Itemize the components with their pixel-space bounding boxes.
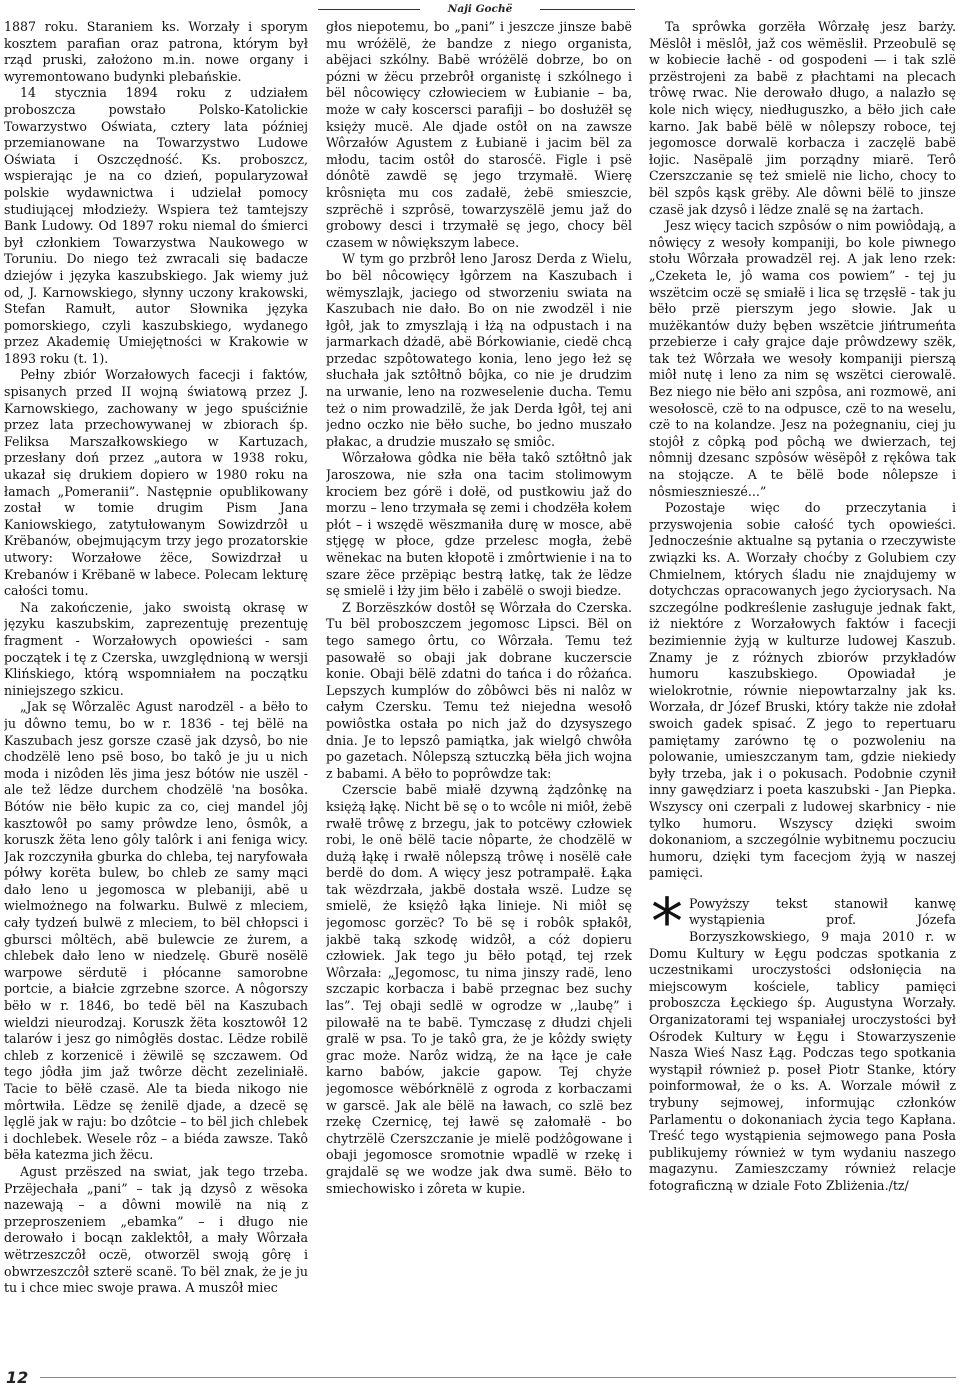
paragraph: Ta sprôwka gorzëła Wôrzałę jesz barży. Mëslôł i mëslôł, jaž cos wëmëslił. Przeobulë sę w kobiecie łachë - od gospodeni — i tak szlë przëstrojeni za babë z płachtami na plecach trôwę rwac. Nie derowało długo, a nalazło sę kole nich więcy, niedługuszko, a bëło jich całe karno. Jak babë bëlë w nôlepszy roboce, tej jegomosce dorwalë korbacza i zaczęlë babë łojic. Nasëpalë jim porządny miarë. Terô Czerszczanie sę też smielë nie licho, chocy to bël szpôs kąsk grëby. Ale dôwni bëlë to jinsze czasë jak dzysô i lëdze znalë sę na żartach. xyxy=(649,19,956,217)
journal-title: Naji Gochë xyxy=(420,0,540,18)
paragraph: „Jak sę Wôrzalëc Agust narodzël - a bëło to ju dôwno temu, bo w r. 1836 - tej bëlë na Kaszubach jesz gorsze czasë jak dzysô, bo nie chodzëlë leno psë boso, bo takô je ju u nich moda i nizôden lës jima jesz bótów nie uszël - ale tež lëdze durchem chodzëlë 'na bosôka. Bótów nie bëło kupic za co, ciej mandel jôj kasztowôł po samy prôwdze leno, ôsmôk, a koruszk žëta leno gôly talôrk i ani feniga wicy. Jak rozczyniła gburka do chleba, tej naryfowała półwy korëta bulew, bo chleb ze samy mąci dało leno u jegomosca w plebaniji, abë u wielmożnego na folwarku. Bulwë z mleciem, cały tydzeń bulwë z mleciem, to bël chłopsci i gbursci môltëch, abë bulewcie ze żurem, a chlebek dało leno w niedzelę. Gburë nosëlë warpowe sërdutë i płócanne samorobne portcie, a białcie zgrzebne szorce. A nôgorszy bëło w r. 1846, bo tedë bël na Kaszubach wieldzi nieurodzaj. Koruszk žëta kosztowôł 12 talarów i jesz go nimôgłës dostac. Lëdze robilë chleb z korzenicë i żëwilë sę szczawem. Od tego jôdła jim jaž twôrze dëcht zezeliniałë. Tacie to bëłë czasë. Ale ta bieda nikogo nie môrtwiła. Lëdze sę żenilë djade, a dzecë sę lęglë jak w raju: bo dzôtcie – to bël jich chlebek i dochlebek. Wesele rôz – a biéda zawsze. Takô bëła katezma jich žëcu. xyxy=(4,699,308,1163)
text-column-2 xyxy=(326,19,632,1374)
paragraph: Czerscie babë miałë dzywną żądzônkę na księżą łąkę. Nicht bë sę o to wcôle ni miôł, żebë rwałë trôwę z brzegu, jak to potcëwy człowiek robi, le onë bëlë tacie nôparte, że chodzëlë w dużą łąkę i rwałë nôlepszą trôwę i nosëlë całe berdë do dom. A więcy jesz potrampałë. Łąka tak wëzdrzała, jakbë dostała wszë. Ludze sę smielë, że księżô łąka linieje. Ni miôł sę jegomosc gorzëc? To bë sę i robôk spłakôł, jakbë taką szkodę widzôł, a cóż dopieru człowiek. Jak tego ju bëło potąd, tej rzek Wôrzała: „Jegomosc, tu nima jinszy radë, leno szczapic korbacza i babë przegnac bez suchy las”. Tej obaji sedlë w ogrodze w ,,laubę” i pilowałë na te babë. Tymczasę z dłudzi chjeli gralë w psa. To je takô gra, że je kôżdy swięty grac może. Narôz widzą, że na łące je całe karno babów, jakcie gapow. Tej chyże jegomosce wëbórknëlë z ogroda z korbaczami w garscë. Jak ale bëlë na ławach, co szlë bez rzekę Czernicę, tej ławë sę załomałë - bo chytrzëlë Czerszczanie je mielë podżôgowane i obaji jegomosce sromotnie wpadlë w rzekę i grajdalë sę we wodze jak dwa sumë. Bëło to smiechowisko i zôreta w kupie. xyxy=(326,782,632,1196)
paragraph: głos niepotemu, bo „pani” i jeszcze jinsze babë mu wróżëlë, że bandze z niego organista, abëjaci szkólny. Babë wróżëlë dobrze, bo on pózni w żëcu przebrôł organistę i szkólnego i bël nôcowięcy człowieciem w Łubianie – ba, może w cały koscersci parafiji – bo dosłużëł sę księży mucë. Ale djade ostôł on na zawsze Wôrzałów Agustem z Łubianë i jacim bël za młodu, tacim ostôł do starosćë. Figle i psë dónôtë zawdë sę jego trzymałë. Wierę krôsnięta mu cos zadałë, żebë smieszcie, szprëchë i szprôsë, towarzyszëlë jemu jaž do grobowy desci i trzymałë sę jego, chocy bël czasem w nôwiększym labece. xyxy=(326,19,632,250)
paragraph: 14 stycznia 1894 roku z udziałem proboszcza powstało Polsko-Katolickie Towarzystwo Oświata, cztery lata później przemianowane na Towarzystwo Ludowe Oświata i Oszczędność. Ks. proboszcz, wspierając je na co dzień, popularyzował polskie wydawnictwa i udzielał pomocy studiującej młodzieży. Wspiera też tamtejszy Bank Ludowy. Od 1897 roku niemal do śmierci był członkiem Towarzystwa Naukowego w Toruniu. Do niego też zwracali się badacze dziejów i języka kaszubskiego. Jak wiemy już od, J. Karnowskiego, słynny uczony krakowski, Stefan Ramułt, autor Słownika języka pomorskiego, czyli kaszubskiego, wydanego przez Akademię Umiejętności w Krakowie w 1893 roku (t. 1). xyxy=(4,85,308,366)
footer-rule xyxy=(40,1377,956,1378)
paragraph: 1887 roku. Staraniem ks. Worzały i sporym kosztem parafian oraz patrona, którym był rząd pruski, założono m.in. nowe organy i wyremontowano budynki plebańskie. xyxy=(4,19,308,84)
paragraph: W tym go przbrôł leno Jarosz Derda z Wielu, bo bël nôcowięcy łgôrzem na Kaszubach i wëmyszlajk, jaciego od stworzeniu swiata na Kaszubach nie dało. Bo on nie zwodzël i nie łgôł, jak to zmyszlają i łżą na odpustach i na jarmarkach dżadë, abë Bórkowianie, ciedë chcą przedac szpôtowatego konia, leno jego łeż sę słuchała jak sztôłtnô bôjka, co nie je drudzim na urwanie, leno na rozweselenie ducha. Temu też o nim prowadzilë, že jak Derda łgôł, tej ani jedno oczko nie bëło suche, bo jedno muszało płakac, a drudzie muszało sę smiôc. xyxy=(326,251,632,449)
paragraph: Wôrzałowa gôdka nie bëła takô sztôłtnô jak Jaroszowa, nie szła ona tacim stolimowym krociem bez górë i dołë, od pustkowiu jaž do morzu – leno trzymała sę zemi i chodzëła kołem płót – i wszędë wëszmaniła durę w mosce, abë stjęgę w płoce, gdze przelesc mogła, żebë wënekac na buten kłopotë i zmôrtwienie i na to szare żëce przëpiąc bestrą łatkę, tak że lëdze sę smielë i łży jim bëło i zabëlë o swoji biedze. xyxy=(326,450,632,599)
paragraph: Z Borzëszków dostôł sę Wôrzała do Czerska. Tu bël proboszczem jegomosc Lipsci. Bël on tego samego ôrtu, co Wôrzała. Temu też pasowałë so obaji jak dobrane kuczerscie konie. Obaji bëlë zdatni do tańca i do rôżańca. Lepszych kumplów do zôbôwci bës ni nalôz w całym Czersku. Temu też niejedna wesołô powiôstka ostała po nich jaž do dzysyszego dnia. Je to lepszô pamiątka, jak wielgô chwôła po gazetach. Nôlepszą sztuczką bëła jich wojna z babami. A bëło to poprôwdze tak: xyxy=(326,599,632,781)
text-column-1 xyxy=(4,19,308,1374)
paragraph: Jesz więcy tacich szpôsów o nim powiôdają, a nôwięcy z wesoły kompaniji, bo kole piwnego stołu Wôrzała prowadzël rej. A jak leno rzek: „Czeketa le, jô wama cos powiem” - tej ju wszëtcim oczë sę smiałë i lica sę trzęsłë - tak ju bëło przë pierszym jego słowie. Jak u mużëkantów duży bęben wszëtcie jińtrumeńta przebierze i cały grajce daje prôwdzewy szëk, tak też Wôrzała we wesoły kompaniji pierszą miôł nutę i leno za nim sę wszëtci cierowalë. Bez niego nie bëło ani szpôsa, ani rozmowë, ani wesołoscë, czë to na odpusce, czë to na weselu, czë to na kolandze. Jesz na pożegnaniu, ciej ju stojôł z côpką pod pôchą we dwierzach, tej nômnij dzesanc szpôsów wësëpôł z rękôwa tak na stojącze. A te bëlë bode nôlepsze i nôsmiesznieszé...” xyxy=(649,218,956,499)
text-column-3 xyxy=(649,19,956,1374)
footnote xyxy=(649,885,956,1195)
footnote-text: Powyższy tekst stanowił kanwę wystąpienia prof. Józefa Borzyszkowskiego, 9 maja 2010 r. w Domu Kultury w Łęgu podczas spotkania z uczestnikami uroczystości odsłonięcia na miejscowym kościele, tablicy pamięci proboszcza Łęckiego śp. Augustyna Worzały. Organizatorami tej wspaniałej uroczystości był Ośrodek Kultury w Łęgu i Stowarzyszenie Nasza Wieś Nasz Łąg. Podczas tego spotkania wystąpił również p. poseł Piotr Stanke, który poinformował, że o ks. A. Worzale mówił z trybuny sejmowej, informując członków Parlamentu o dokonaniach życia tego Kapłana. Treść tego wystąpienia sejmowego pana Posła publikujemy również w tym wydaniu naszego magazynu. Zamieszczamy również relacje fotograficzną w dziale Foto Zbliżenia./tz/ xyxy=(649,895,956,1193)
paragraph: Agust przëszed na swiat, jak tego trzeba. Przëjechała „pani” – tak ją dzysô z wësoka nazewają – a dôwni mowilë na nią z przeproszeniem „ebamka” – i długo nie derowało i bocąn zaklektôł, a mały Wôrzała wëtrzeszczôł oczë, otworzël swoją gôrę i obwrzeszczôł szterë scanë. To bël znak, że je ju tu i chce miec swoje prawa. A muszôł miec xyxy=(4,1163,308,1296)
paragraph: Na zakończenie, jako swoistą okrasę w języku kaszubskim, zaprezentuję prezentuję fragment - Worzałowych opowieści - sam początek i tę z Czerska, uwzględnioną w wersji Klińskiego, którą wspomniałem na początku niniejszego szkicu. xyxy=(4,599,308,698)
paragraph: Pozostaje więc do przeczytania i przyswojenia sobie całość tych opowieści. Jednocześnie aktualne są pytania o rzeczywiste związki ks. A. Worzały choćby z Golubiem czy Chmielnem, których śladu nie znajdujemy w dotychczas opracowanych jego życiorysach. Na szczególne podkreślenie zasługuje jednak fakt, iż niektóre z Worzałowych faktów i facecji bezimiennie żyją w kulturze ludowej Kaszub. Znamy je z różnych zbiorów przykładów humoru kaszubskiego. Opowiadał je wielokrotnie, równie niepowtarzalny jak ks. Worzała, dr Józef Bruski, który także nie zdołał swoich gadek spisać. Z jego to repertuaru pamiętamy zarówno tę o pozwoleniu na polowanie, umieszczanym tam, gdzie niekiedy były trzeba, jak i o pokusach. Podobnie czynił inny gawędziarz i poeta kaszubski - Jan Piepka. Wszyscy oni czerpali z ludowej skarbnicy - nie tylko humoru. Wszyscy dzięki swoim dokonaniom, a szczególnie wybitnemu poczuciu humoru, dzięki tym facecjom żyją w naszej pamięci. xyxy=(649,500,956,881)
asterisk-icon: * xyxy=(651,885,683,960)
paragraph: Pełny zbiór Worzałowych facecji i faktów, spisanych przed II wojną światową przez J. Karnowskiego, zachowany w jego spuściźnie przez lata przechowywanej w zbiorach śp. Feliksa Marszałkowskiego w Kartuzach, przesłany doń przez „autora w 1938 roku, ukazał się drukiem dopiero w 1980 roku na łamach „Pomeranii”. Następnie opublikowany został w tomie drugim Pism Jana Kaniowskiego, zatytułowanym Sowizdrzôł u Krëbanów, obejmującym trzy jego prozatorskie utwory: Worzałowe żëce, Sowizdrzał u Krebanów i Krëbanë w labece. Polecam lekturę całości tomu. xyxy=(4,367,308,599)
page-number: 12 xyxy=(6,1368,29,1387)
